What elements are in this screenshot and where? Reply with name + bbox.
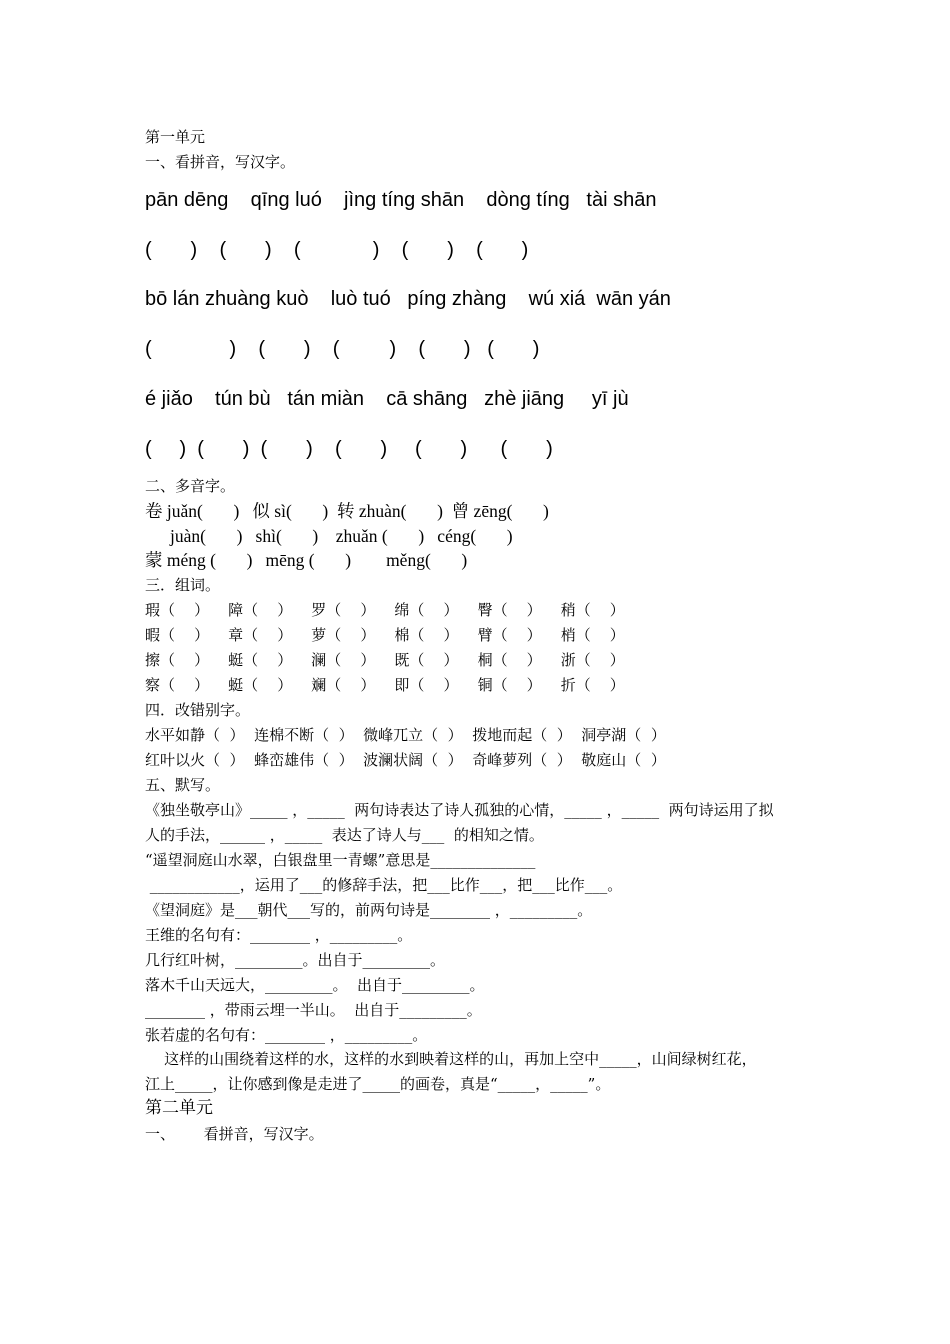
unit2-title: 第二单元 — [145, 1098, 213, 1118]
dictation-line-11: 这样的山围绕着这样的水，这样的水到映着这样的山，再加上空中_____，山间绿树红花， — [145, 1050, 757, 1068]
dictation-line-12: 江上_____，让你感到像是走进了_____的画卷，真是“_____，_____”。 — [145, 1075, 611, 1093]
unit1-section5-title: 五、默写。 — [145, 776, 221, 794]
pinyin-row-2: bō lán zhuàng kuò luò tuó píng zhàng wú xiá wān yán — [145, 288, 671, 310]
unit1-section4-title: 四．改错别字。 — [145, 701, 251, 719]
dictation-line-4: ____________，运用了___的修辞手法，把___比作___，把___比作___。 — [145, 876, 623, 894]
word-group-row-4: 察（ ） 蜓（ ） 斓（ ） 即（ ） 铜（ ） 折（ ） — [145, 676, 625, 694]
pinyin-row-1: pān dēng qīng luó jìng tíng shān dòng tíng tài shān — [145, 189, 657, 211]
word-group-row-2: 暇（ ） 章（ ） 萝（ ） 棉（ ） 臂（ ） 梢（ ） — [145, 626, 625, 644]
word-group-row-1: 瑕（ ） 障（ ） 罗（ ） 绵（ ） 臀（ ） 稍（ ） — [145, 601, 625, 619]
dictation-line-7: 几行红叶树，_________。出自于_________。 — [145, 951, 446, 969]
bracket-row-3: ( ) ( ) ( ) ( ) ( ) ( ) — [145, 438, 553, 460]
word-group-row-3: 擦（ ） 蜓（ ） 澜（ ） 既（ ） 桐（ ） 浙（ ） — [145, 651, 625, 669]
dictation-line-3: “遥望洞庭山水翠，白银盘里一青螺”意思是______________ — [145, 851, 536, 869]
unit1-section1-title: 一、看拼音，写汉字。 — [145, 153, 296, 171]
bracket-row-2: ( ) ( ) ( ) ( ) ( ) — [145, 338, 540, 360]
dictation-line-10: 张若虚的名句有：________ ，_________。 — [145, 1026, 428, 1044]
typo-row-1: 水平如静（ ） 连棉不断（ ） 微峰兀立（ ） 拨地而起（ ） 洞亭湖（ ） — [145, 726, 666, 744]
dictation-line-6: 王维的名句有：________ ，_________。 — [145, 926, 413, 944]
polyphone-row-1: 卷 juǎn( ) 似 sì( ) 转 zhuàn( ) 曾 zēng( ) — [145, 501, 549, 521]
dictation-line-8: 落木千山天远大，_________。 出自于_________。 — [145, 976, 485, 994]
unit1-section3-title: 三．组词。 — [145, 576, 221, 594]
dictation-line-1: 《独坐敬亭山》_____ ，_____ 两句诗表达了诗人孤独的心情，_____ ，_____ 两句诗运用了拟 — [145, 801, 774, 819]
polyphone-row-3: 蒙 méng ( ) mēng ( ) měng( ) — [145, 550, 468, 570]
dictation-line-9: ________ ，带雨云埋一半山。 出自于_________。 — [145, 1001, 482, 1019]
typo-row-2: 红叶以火（ ） 蜂峦雄伟（ ） 波澜状阔（ ） 奇峰萝列（ ） 敬庭山（ ） — [145, 751, 666, 769]
unit2-section1-title: 一、 看拼音，写汉字。 — [145, 1125, 324, 1143]
pinyin-row-3: é jiǎo tún bù tán miàn cā shāng zhè jiāng yī jù — [145, 388, 629, 410]
polyphone-row-2: juàn( ) shì( ) zhuǎn ( ) céng( ) — [170, 526, 513, 546]
dictation-line-5: 《望洞庭》是___朝代___写的，前两句诗是________ ，_________。 — [145, 901, 593, 919]
bracket-row-1: ( ) ( ) ( ) ( ) ( ) — [145, 239, 529, 261]
unit1-title: 第一单元 — [145, 128, 206, 146]
dictation-line-2: 人的手法，______ ，_____ 表达了诗人与___ 的相知之情。 — [145, 826, 544, 844]
unit1-section2-title: 二、多音字。 — [145, 477, 236, 495]
